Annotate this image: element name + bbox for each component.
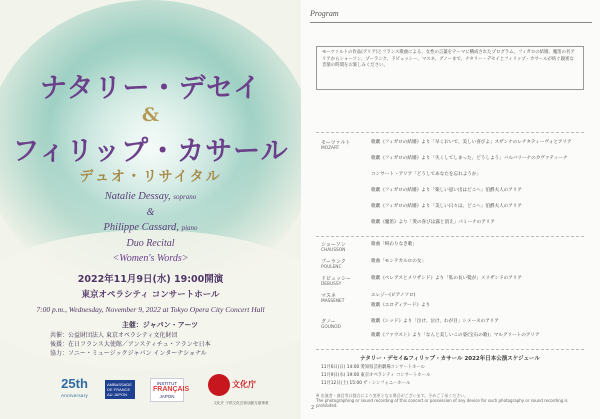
composer-gounod — [321, 319, 365, 331]
concert-date-english: 7:00 p.m., Wednesday, November 9, 2022 at Tokyo Opera City Concert Hall — [36, 305, 265, 314]
composer-name: モーツァルト — [321, 140, 351, 146]
if-logo-sub: JAPON — [159, 394, 175, 399]
divider — [316, 349, 584, 350]
french-embassy-logo — [105, 380, 135, 399]
bunkacho-sub: 文化庁 子供文化芸術活動支援事業 — [213, 401, 269, 405]
concert-venue: 東京オペラシティ コンサートホール — [81, 290, 220, 300]
composer-name: ショーソン — [321, 242, 346, 248]
piece-item: 歌劇《フィガロの結婚》より「楽しい思い出はどこへ」伯爵夫人のアリア — [371, 188, 522, 193]
piece-item: 歌劇《シッド》より「泣け、泣け、わが目」シメーヌのアリア — [371, 319, 499, 324]
composer-name-en: MOZART — [321, 146, 340, 151]
footnote-jp: ※ 出演者・曲目等は都合により変更となる場合がございます。予めご了承ください。 — [316, 393, 469, 398]
footnote-en: The photographing or sound recording of this concert or possession of any device for such photography or sound recording is prohibited. — [316, 398, 568, 408]
schedule-row: 11月6日(日) 14:00 愛知県芸術劇場コンサートホール — [321, 365, 425, 370]
piece-item: エレジー(ピアノソロ) — [371, 293, 416, 298]
piece-item: 歌劇《フィガロの結婚》より「美しい日々は、どこへ」伯爵夫人のアリア — [371, 204, 522, 209]
title-natalie-dessay: ナタリー・デセイ — [39, 73, 262, 104]
en-natalie-role: soprano — [173, 193, 197, 201]
if-logo-top: INSTITUT — [156, 381, 178, 386]
piece-item: 歌劇《エロディアード》より — [371, 303, 431, 308]
composer-name-en: POULENC — [321, 265, 342, 270]
en-natalie: Natalie Dessay, — [104, 191, 171, 202]
bunkacho-mark-icon — [208, 374, 230, 396]
composer-name: プーランク — [321, 259, 346, 265]
composer-name: グノー — [321, 319, 336, 325]
cooperation: 協力：ソニー・ミュージックジャパン インターナショナル — [50, 350, 207, 357]
en-womens-words: <Women's Words> — [112, 253, 189, 264]
composer-name-en: MASSENET — [321, 299, 345, 304]
composer-debussy — [321, 276, 365, 288]
piece-item: 歌劇《魔笛》より「愛の喜びは露と消え」パミーナのアリア — [371, 220, 495, 225]
program-header: Program — [310, 9, 592, 23]
composer-name-en: GOUNOD — [321, 325, 341, 330]
institut-francais-logo — [150, 378, 190, 402]
title-ampersand: & — [141, 104, 160, 126]
organizer: 主催：ジャパン・アーツ — [121, 321, 199, 329]
program-page — [301, 0, 600, 419]
composer-name-en: CHAUSSON — [321, 248, 346, 253]
page-number: 2 — [311, 405, 315, 411]
piece-item: 歌曲「モンテカルロの女」 — [371, 259, 427, 264]
en-duo-recital: Duo Recital — [126, 238, 175, 249]
divider — [316, 236, 584, 237]
bunkacho-logo — [200, 374, 280, 414]
en-philippe: Philippe Cassard, — [103, 222, 179, 233]
en-philippe-role: piano — [181, 224, 198, 232]
anniversary-logo — [61, 378, 88, 402]
schedule-row: 11月9日(水) 19:00 東京オペラシティ コンサートホール — [321, 373, 431, 378]
subtitle-duo-recital: デュオ・リサイタル — [79, 169, 222, 185]
anniversary-logo-text: 25th — [61, 376, 88, 391]
cohost: 共催：公益財団法人 東京オペラシティ文化財団 — [50, 332, 178, 339]
composer-name-en: DEBUSSY — [321, 282, 342, 287]
composer-mozart — [321, 140, 365, 152]
footnote — [316, 393, 584, 408]
composer-massenet — [321, 293, 365, 305]
composer-poulenc — [321, 259, 365, 271]
sponsor-logos — [0, 378, 301, 419]
french-embassy-logo-text: AMBASSADE DE FRANCE AU JAPON — [107, 382, 132, 397]
program-notice-box: モーツァルトの作品(アリア)とフランス歌曲による、女性の言葉をテーマに構成されたプログラム。フィガロの結婚、魔笛の名アリアからショーソン、プーランク、ドビュッシー、マスネ、グノーまで、ナタリー・デセイとフィリップ・カサールが紡ぐ親密な音楽の時間をお楽しみください。 — [316, 46, 584, 90]
divider — [316, 132, 584, 133]
english-credits — [0, 189, 301, 266]
piece-item: 歌曲「終わりなき歌」 — [371, 242, 417, 247]
anniversary-logo-sub: Anniversary — [61, 393, 89, 398]
if-logo-main: FRANÇAIS — [153, 386, 190, 393]
en-ampersand: & — [146, 207, 155, 218]
piece-item: 歌劇《フィガロの結婚》より「失くしてしまった、どうしよう」バルバリーナのカヴァティーナ — [371, 156, 568, 161]
composer-name: ドビュッシー — [321, 276, 352, 282]
bunkacho-name: 文化庁 — [232, 380, 256, 389]
concert-date: 2022年11月9日(水) 19:00開演 — [77, 274, 224, 285]
organizer-credits — [50, 321, 270, 358]
piece-item: コンサート・アリア「どうしてあなたを忘れようか」 — [371, 172, 482, 177]
composer-name: マスネ — [321, 293, 337, 299]
schedule-title: ナタリー・デセイ&フィリップ・カサール 2022年日本公演スケジュール — [360, 356, 540, 362]
composer-chausson — [321, 242, 365, 254]
schedule-row: 11月12日(土) 15:00 ザ・シンフォニーホール — [321, 381, 411, 386]
support: 後援：在日フランス大使館／アンスティチュ・フランセ日本 — [50, 341, 211, 348]
title-philippe-cassard: フィリップ・カサール — [12, 136, 289, 167]
piece-item: 歌劇《ファウスト》より「なんと美しいこの姿(宝石の歌)」マルグリートのアリア — [371, 333, 540, 338]
piece-item: 歌劇《ペレアスとメリザンド》より「私の長い髪が」メリザンドのアリア — [371, 276, 522, 281]
piece-item: 歌劇《フィガロの結婚》より「早くおいで、美しい喜びよ」スザンナのレチタティーヴォとアリア — [371, 140, 572, 145]
